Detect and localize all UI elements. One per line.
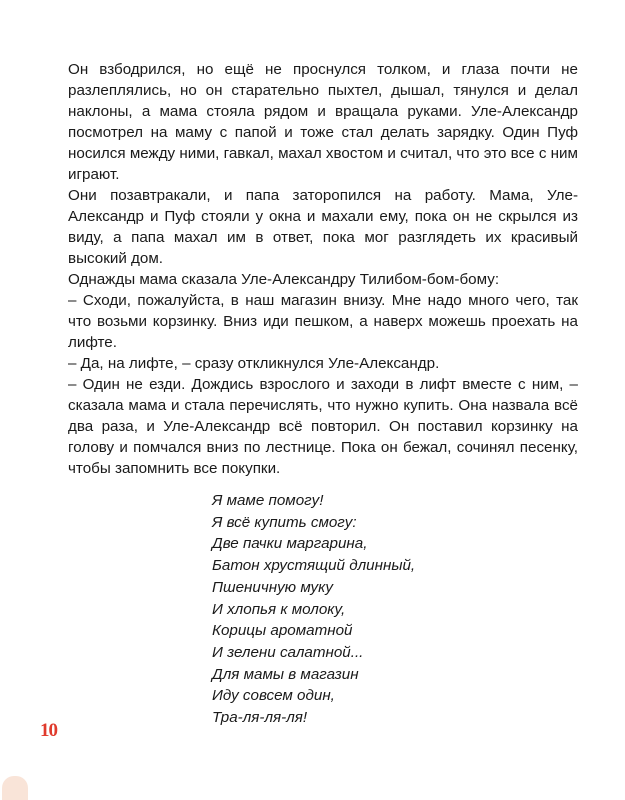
poem-line: Иду совсем один, [212, 687, 335, 705]
decorative-corner-mark [2, 776, 28, 800]
poem-line: И хлопья к молоку, [212, 600, 346, 618]
poem-line: Две пачки маргарина, [212, 535, 368, 553]
paragraph-3-text: Однажды мама сказала Уле-Александру Тилибом-бом-бому: [68, 271, 500, 288]
poem-line: Батон хрустящий длинный, [212, 557, 416, 575]
poem [212, 490, 415, 729]
paragraph-2 [68, 185, 578, 269]
poem-line: И зелени салатной... [212, 643, 364, 661]
paragraph-2-text: Они позавтракали, и папа заторопился на работу. Мама, Уле-Александр и Пуф стояли у окна и махали ему, пока он не скрылся из виду, а папа махал им в ответ, пока мог разглядеть их красивый высокий дом. [68, 187, 578, 267]
poem-line: Корицы ароматной [212, 622, 353, 640]
poem-line: Я маме помогу! [212, 492, 324, 509]
poem-line: Я всё купить смогу: [212, 513, 357, 531]
poem-line: Для мамы в магазин [212, 665, 359, 683]
paragraph-1 [68, 59, 578, 185]
page-number: 10 [40, 720, 57, 741]
poem-line: Тра-ля-ля-ля! [212, 709, 308, 727]
paragraph-6-text: – Один не езди. Дождись взрослого и заходи в лифт вместе с ним, – сказала мама и стала перечислять, что нужно купить. Она назвала всё два раза, и Уле-Александр всё повторил. Он поставил корзинку на голову и помчался вниз по лестнице. Пока он бежал, сочинял песенку, чтобы запомнить все покупки. [68, 376, 578, 477]
poem-line: Пшеничную муку [212, 578, 333, 596]
paragraph-1-text: Он взбодрился, но ещё не проснулся толком, и глаза почти не разлеплялись, но он старательно пыхтел, дышал, тянулся и делал наклоны, а мама стояла рядом и вращала руками. Уле-Александр посмотрел на маму с папой и тоже стал делать зарядку. Один Пуф носился между ними, гавкал, махал хвостом и считал, что это все с ним играют. [68, 61, 578, 183]
dialogue-block [68, 269, 578, 479]
paragraph-4-text: – Сходи, пожалуйста, в наш магазин внизу. Мне надо много чего, так что возьми корзинку. Вниз иди пешком, а наверх можешь проехать на лифте. [68, 292, 578, 351]
paragraph-5-text: – Да, на лифте, – сразу откликнулся Уле-Александр. [68, 355, 440, 372]
